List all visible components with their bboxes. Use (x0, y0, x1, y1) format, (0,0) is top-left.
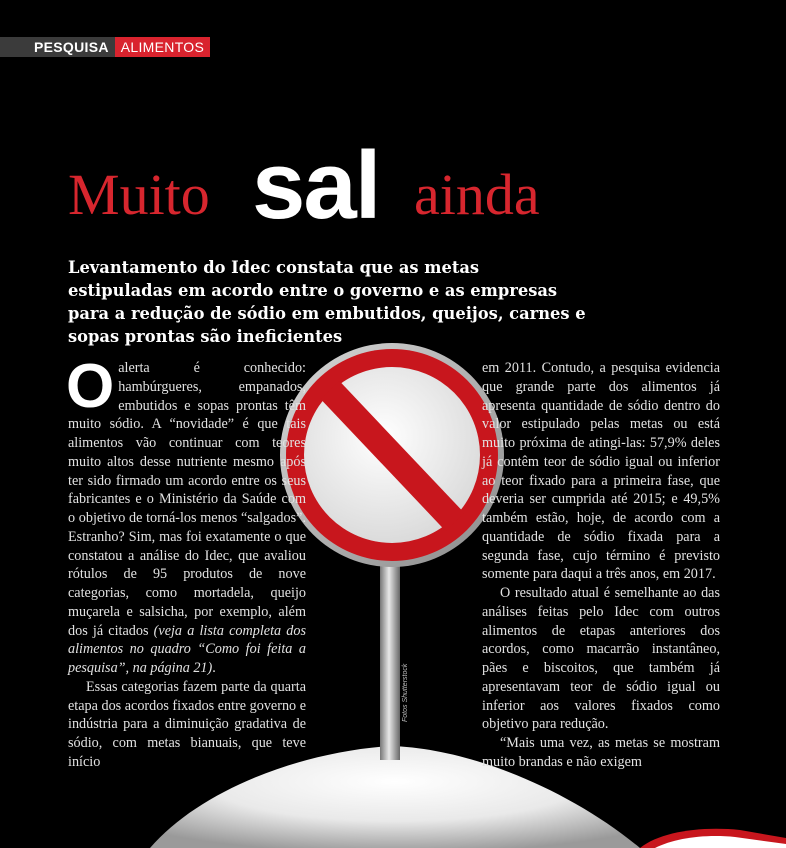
text-column-1 (66, 352, 306, 772)
paragraph-text: alerta é conhecido: hambúrgueres, empanados, embutidos e sopas prontas têm muito sódio. A “novidade” é que tais alimentos vão continuar com teores muito altos desse nutriente mesmo após ter sido firmado um acordo entre os seus fabricantes e o Ministério da Saúde com o objetivo de torná-los menos “salgados”. Estranho? Sim, mas foi exatamente o que constatou a análise do Idec, que avaliou rótulos de 95 produtos de nove categorias, como mortadela, queijo muçarela e salsicha, por exemplo, além dos já citados (68, 360, 306, 639)
photo-credit: Fotos Shutterstock (402, 663, 409, 722)
paragraph: “Mais uma vez, as metas se mostram muito brandas e não exigem (482, 735, 720, 770)
text-column-2 (482, 359, 720, 772)
category-label: ALIMENTOS (115, 37, 210, 57)
title-word-2: sal (252, 132, 380, 239)
paragraph-note: (veja a lista completa dos alimentos no quadro “Como foi feita a pesquisa”, na página 21) (68, 622, 306, 676)
paragraph-end: . (212, 660, 216, 676)
article-title (68, 132, 768, 242)
drop-cap: O (66, 352, 115, 421)
paragraph (66, 352, 306, 678)
paragraph: O resultado atual é semelhante ao das análises feitas pelo Idec com outros alimentos de etapas anteriores dos acordos, como macarrão instantâneo, pães e biscoitos, que também já apresentavam teor de sódio igual ou inferior aos valores fixados como objetivo para redução. (482, 585, 720, 733)
paragraph: em 2011. Contudo, a pesquisa evidencia que grande parte dos alimentos já apresenta quantidade de sódio dentro do valor estipulado pelas metas ou está muito próxima de atingi-las: 57,9% deles já contêm teor de sódio igual ou inferior ao teor fixado para a primeira fase, que deveria ser cumprida até 2015; e 49,5% também estão, hoje, de acordo com a quantidade de sódio fixada para a segunda fase, cujo término é previsto somente para daqui a três anos, em 2017. (482, 360, 720, 583)
paragraph: Essas categorias fazem parte da quarta etapa dos acordos fixados entre governo e indústria para a diminuição gradativa de sódio, com metas bianuais, que teve início (68, 678, 306, 770)
section-label: PESQUISA (0, 37, 115, 57)
title-word-1: Muito (68, 162, 210, 227)
article-subtitle: Levantamento do Idec constata que as metas estipuladas em acordo entre o governo e as empresas para a redução de sódio em embutidos, queijos, carnes e sopas prontas são ineficientes (68, 258, 586, 346)
section-tag (0, 37, 210, 57)
title-word-3: ainda (414, 162, 540, 227)
